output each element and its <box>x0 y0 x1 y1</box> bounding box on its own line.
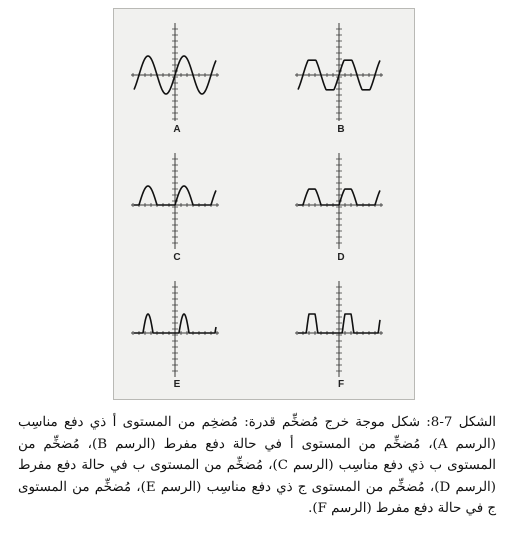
panel-label-c: C <box>173 252 181 263</box>
waveform-grid <box>114 9 416 401</box>
panel-label-b: B <box>337 124 345 135</box>
figure-caption: الشكل 7-8: شكل موجة خرج مُضخِّم قدرة: مُضخِم من المستوى أ ذي دفع مناسِب (الرسم A)، مُضخِّم من المستوى أ في حالة دفع مفرط (الرسم B)، مُضخِّم من المستوى ب ذي دفع مناسِب (الرسم C)، مُضخِّم من المستوى ب في حالة دفع مفرط (الرسم D)، مُضخِّم من المستوى ج ذي دفع مناسِب (الرسم E)، مُضخِّم من المستوى ج في حالة دفع مفرط (الرسم F). <box>18 415 497 516</box>
panel-label-d: D <box>337 252 345 263</box>
panel-label-f: F <box>337 379 345 390</box>
waveform-panel-d <box>295 153 383 249</box>
panel-label-a: A <box>173 124 181 135</box>
waveform-panel-e <box>131 281 219 377</box>
waveform-panel-f <box>295 281 383 377</box>
waveform-panel-b <box>295 23 383 121</box>
panel-label-e: E <box>173 379 181 390</box>
waveform-panel-c <box>131 153 219 249</box>
figure <box>113 8 415 400</box>
waveform-panel-a <box>131 23 219 121</box>
